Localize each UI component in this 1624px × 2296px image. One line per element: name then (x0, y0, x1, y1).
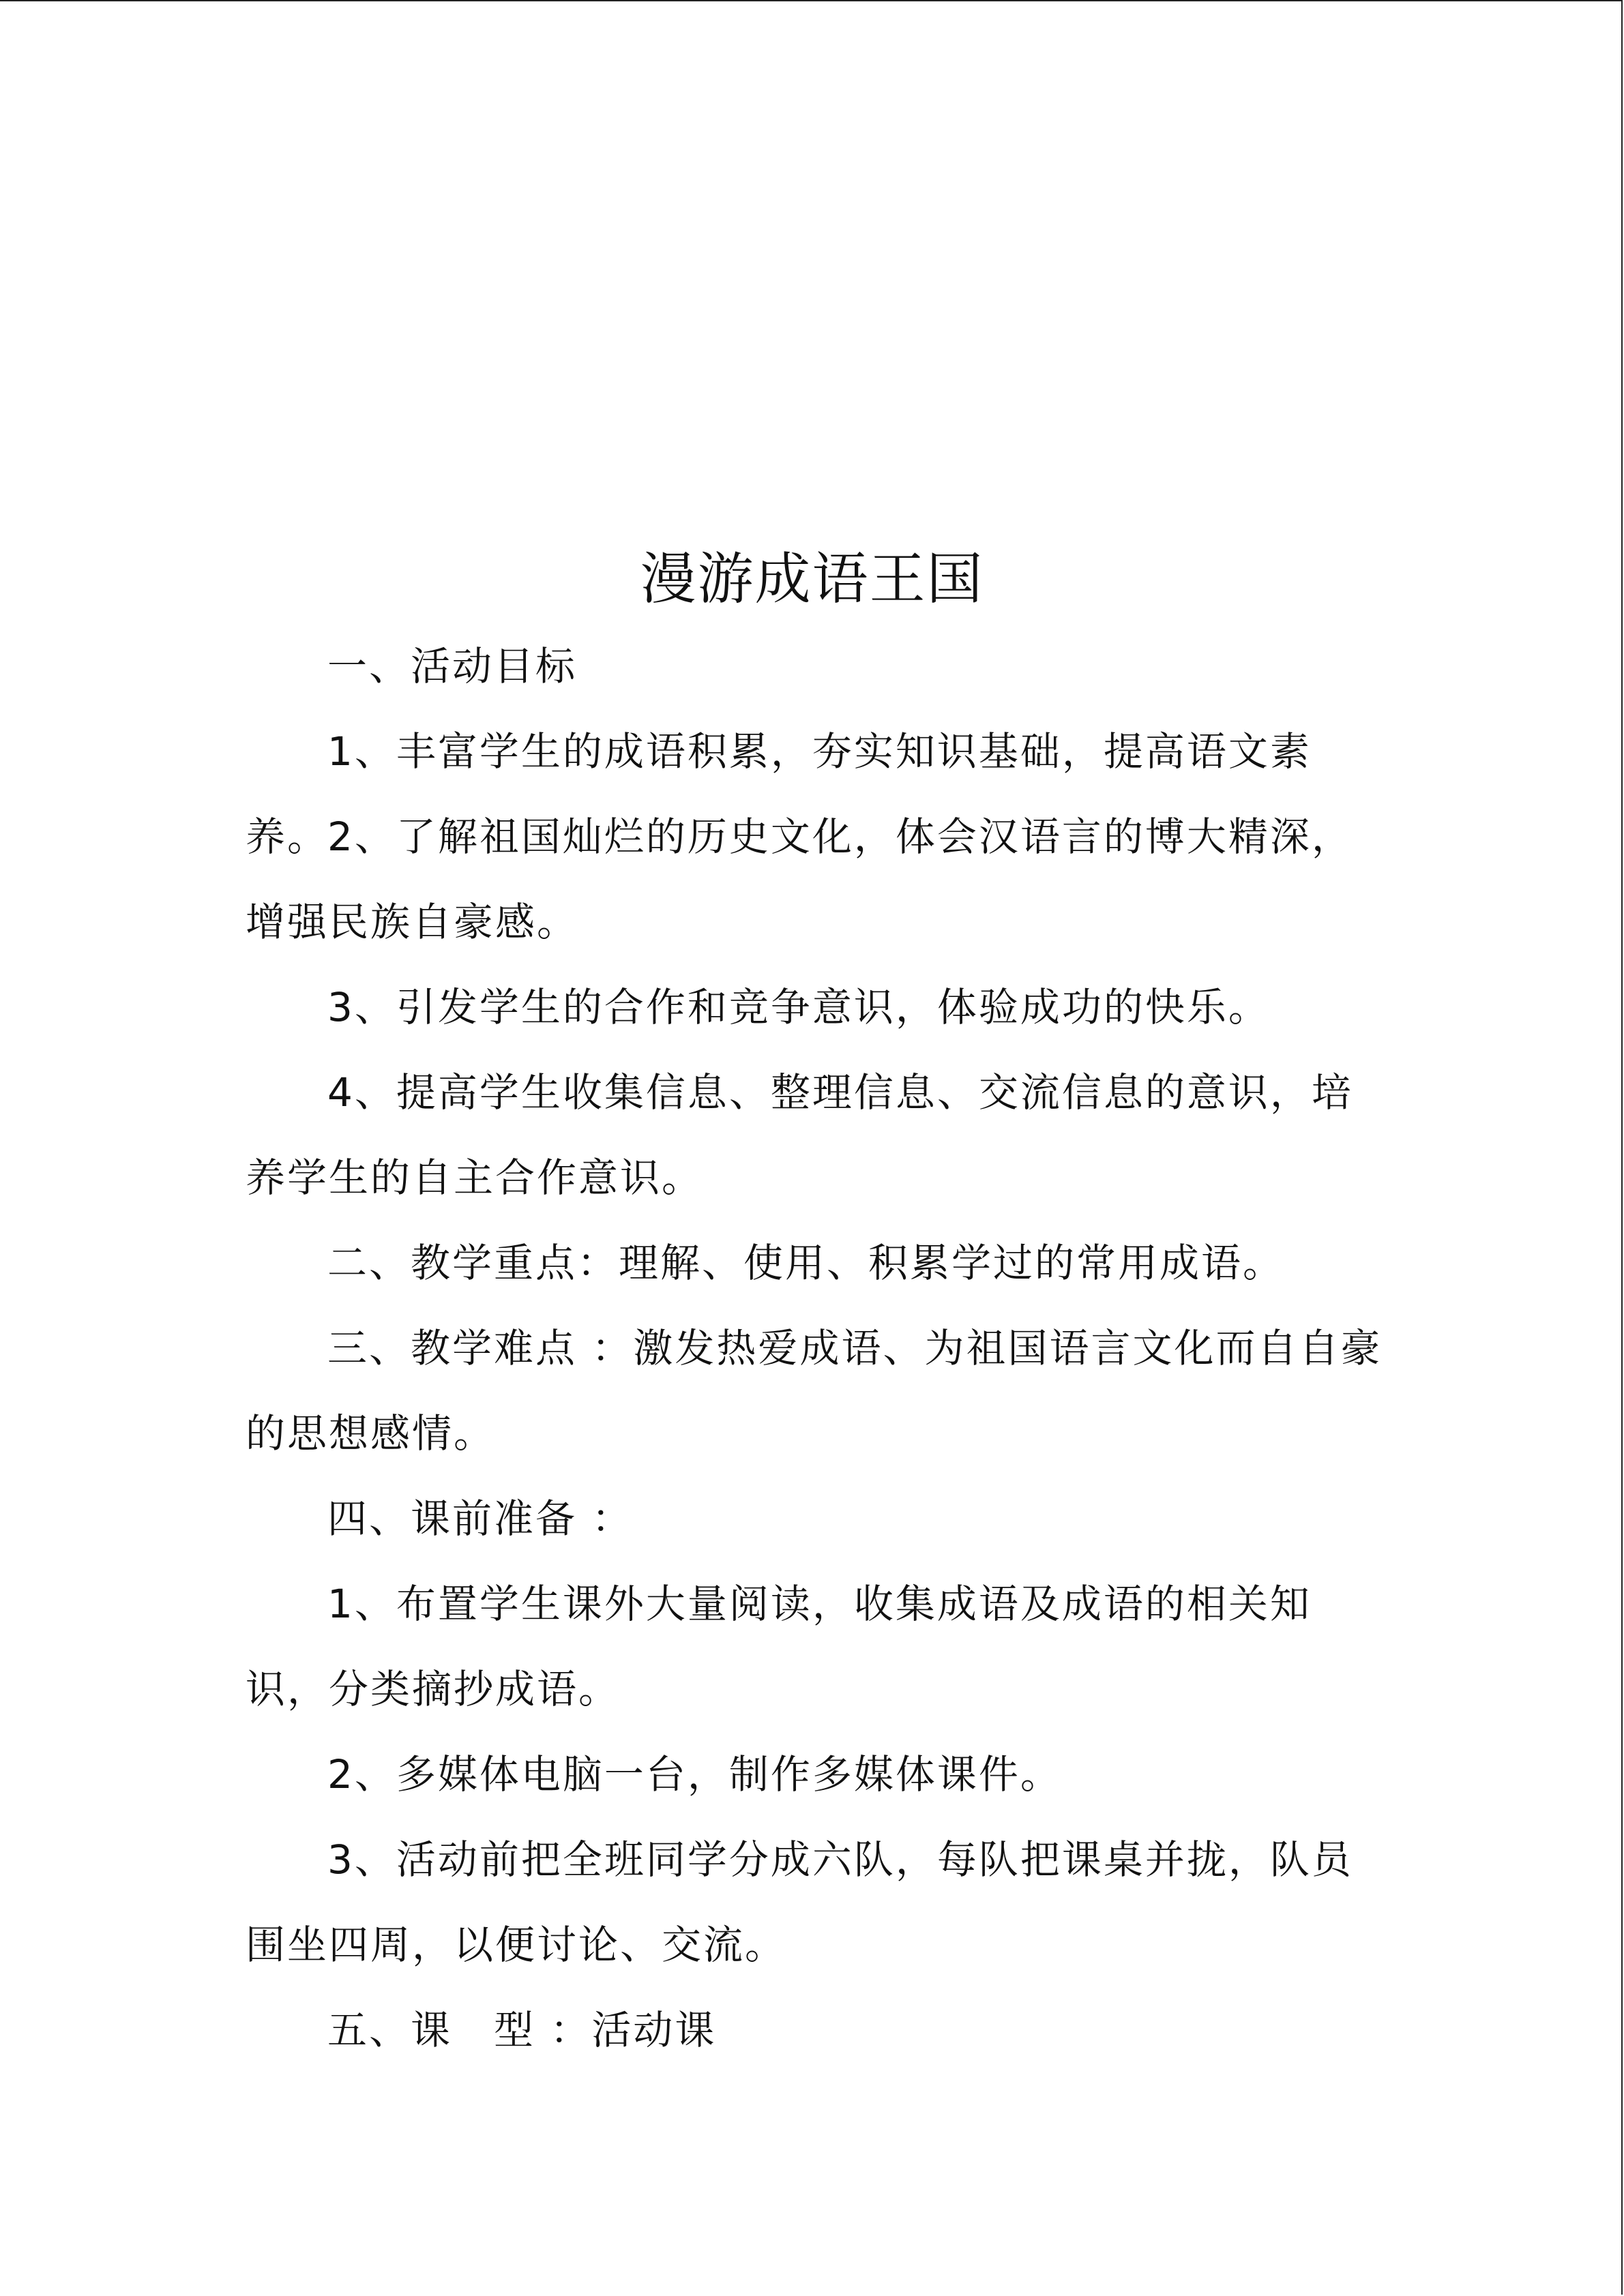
teaching-focus: 二、教学重点：理解、使用、积累学过的常用成语。 (327, 1240, 1285, 1286)
section-heading-goals: 一、活动目标 (327, 643, 578, 689)
goal-item-1: 1、丰富学生的成语积累，夯实知识基础，提高语文素养。 (246, 728, 1312, 860)
document-title: 漫游成语王国 (640, 547, 984, 612)
preparation-item-2: 2、多媒体电脑一台，制作多媒体课件。 (327, 1751, 1062, 1798)
goal-item-3: 3、引发学生的合作和竞争意识，体验成功的快乐。 (327, 984, 1270, 1030)
preparation-item-3: 3、活动前把全班同学分成六队，每队把课桌并拢，队员围坐四周，以便讨论、交流。 (246, 1836, 1353, 1968)
goal-item-2: 2、了解祖国灿烂的历史文化，体会汉语言的博大精深，增强民族自豪感。 (246, 814, 1353, 945)
preparation-item-1: 1、布置学生课外大量阅读，收集成语及成语的相关知识，分类摘抄成语。 (246, 1581, 1312, 1712)
teaching-difficulty: 三、教学难点 ：激发热爱成语、为祖国语言文化而自自豪的思想感情。 (246, 1325, 1383, 1457)
preparation-heading: 四、课前准备 ： (327, 1495, 634, 1542)
goal-item-4: 4、提高学生收集信息、整理信息、交流信息的意识，培养学生的自主合作意识。 (246, 1069, 1353, 1201)
lesson-type: 五、课 型 ：活动课 (327, 2007, 717, 2053)
